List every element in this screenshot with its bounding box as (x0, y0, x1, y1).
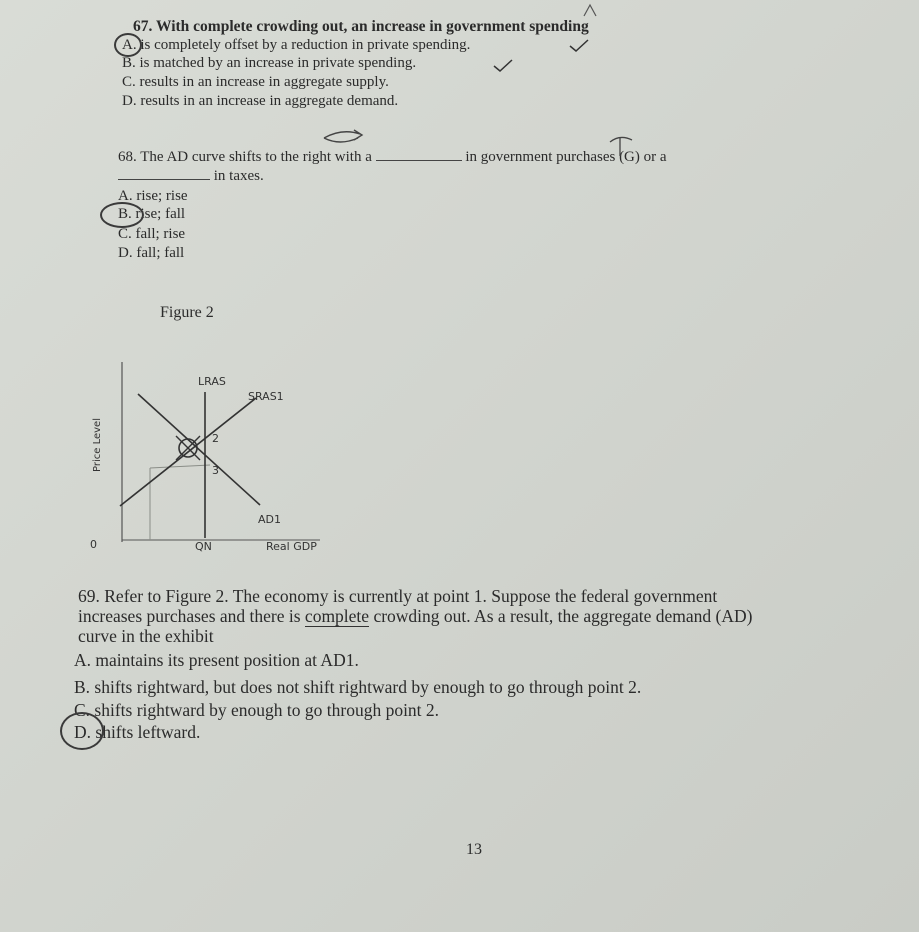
q68-option-d: D. fall; fall (118, 245, 185, 261)
x-axis-label: Real GDP (266, 540, 317, 553)
answer-circle-q69 (60, 712, 104, 750)
q68-option-b: B. rise; fall (118, 206, 186, 222)
q69-underlined-word: complete (304, 606, 370, 626)
checkmark-icon (568, 38, 590, 54)
q69-option-c: C. shifts rightward by enough to go through point 2. (74, 700, 440, 720)
figure-title: Figure 2 (160, 304, 214, 321)
ad1-label: AD1 (258, 513, 281, 526)
arrow-scribble-icon (320, 126, 370, 148)
q68-stem-line1 (118, 148, 667, 166)
q69-option-b: B. shifts rightward, but does not shift rightward by enough to go through point 2. (74, 677, 642, 697)
x-tick-label: QN (195, 540, 212, 553)
q69-stem-line1: 69. Refer to Figure 2. The economy is currently at point 1. Suppose the federal government (78, 586, 718, 606)
page-number: 13 (466, 841, 482, 858)
answer-circle-q68 (100, 202, 144, 228)
q67-option-d: D. results in an increase in aggregate demand. (122, 93, 399, 109)
up-arrow-scribble-icon (580, 2, 600, 18)
q69-stem-line2 (78, 606, 753, 627)
q67-stem: 67. With complete crowding out, an increase in government spending (133, 18, 589, 35)
sras-curve (120, 398, 256, 506)
q69-option-a: A. maintains its present position at AD1. (74, 650, 359, 670)
q67-option-a: A. is completely offset by a reduction in private spending. (122, 37, 471, 53)
q68-option-a: A. rise; rise (118, 188, 188, 204)
y-axis-label: Price Level (92, 418, 103, 472)
up-arrow-scribble-icon (606, 132, 636, 156)
q68-option-c: C. fall; rise (118, 226, 186, 242)
point-2-label: 2 (212, 432, 219, 445)
checkmark-icon (492, 58, 514, 74)
q69-stem-line2c: crowding out. As a result, the aggregate demand (AD) (369, 606, 753, 626)
q68-blank-1 (376, 148, 462, 161)
point-3-label: 3 (212, 464, 219, 477)
q67-option-c: C. results in an increase in aggregate supply. (122, 74, 389, 90)
sras-label: SRAS1 (248, 390, 284, 403)
answer-circle-q67 (114, 33, 142, 57)
figure-2-graph (80, 360, 340, 560)
q68-stem-part2: in government purchases (G) or a (465, 149, 667, 165)
q69-option-d: D. shifts leftward. (74, 722, 201, 742)
q69-stem-line3: curve in the exhibit (78, 626, 214, 646)
q68-stem-part1: 68. The AD curve shifts to the right with a (118, 149, 372, 165)
q68-stem-part3: in taxes. (213, 168, 264, 184)
ad1-curve (138, 394, 260, 505)
q67-option-b: B. is matched by an increase in private spending. (122, 55, 417, 71)
q69-stem-line2a: increases purchases and there is (78, 606, 305, 626)
q68-stem-line2 (118, 167, 264, 185)
q68-blank-2 (118, 167, 210, 180)
origin-label: 0 (90, 538, 97, 551)
lras-label: LRAS (198, 375, 226, 388)
